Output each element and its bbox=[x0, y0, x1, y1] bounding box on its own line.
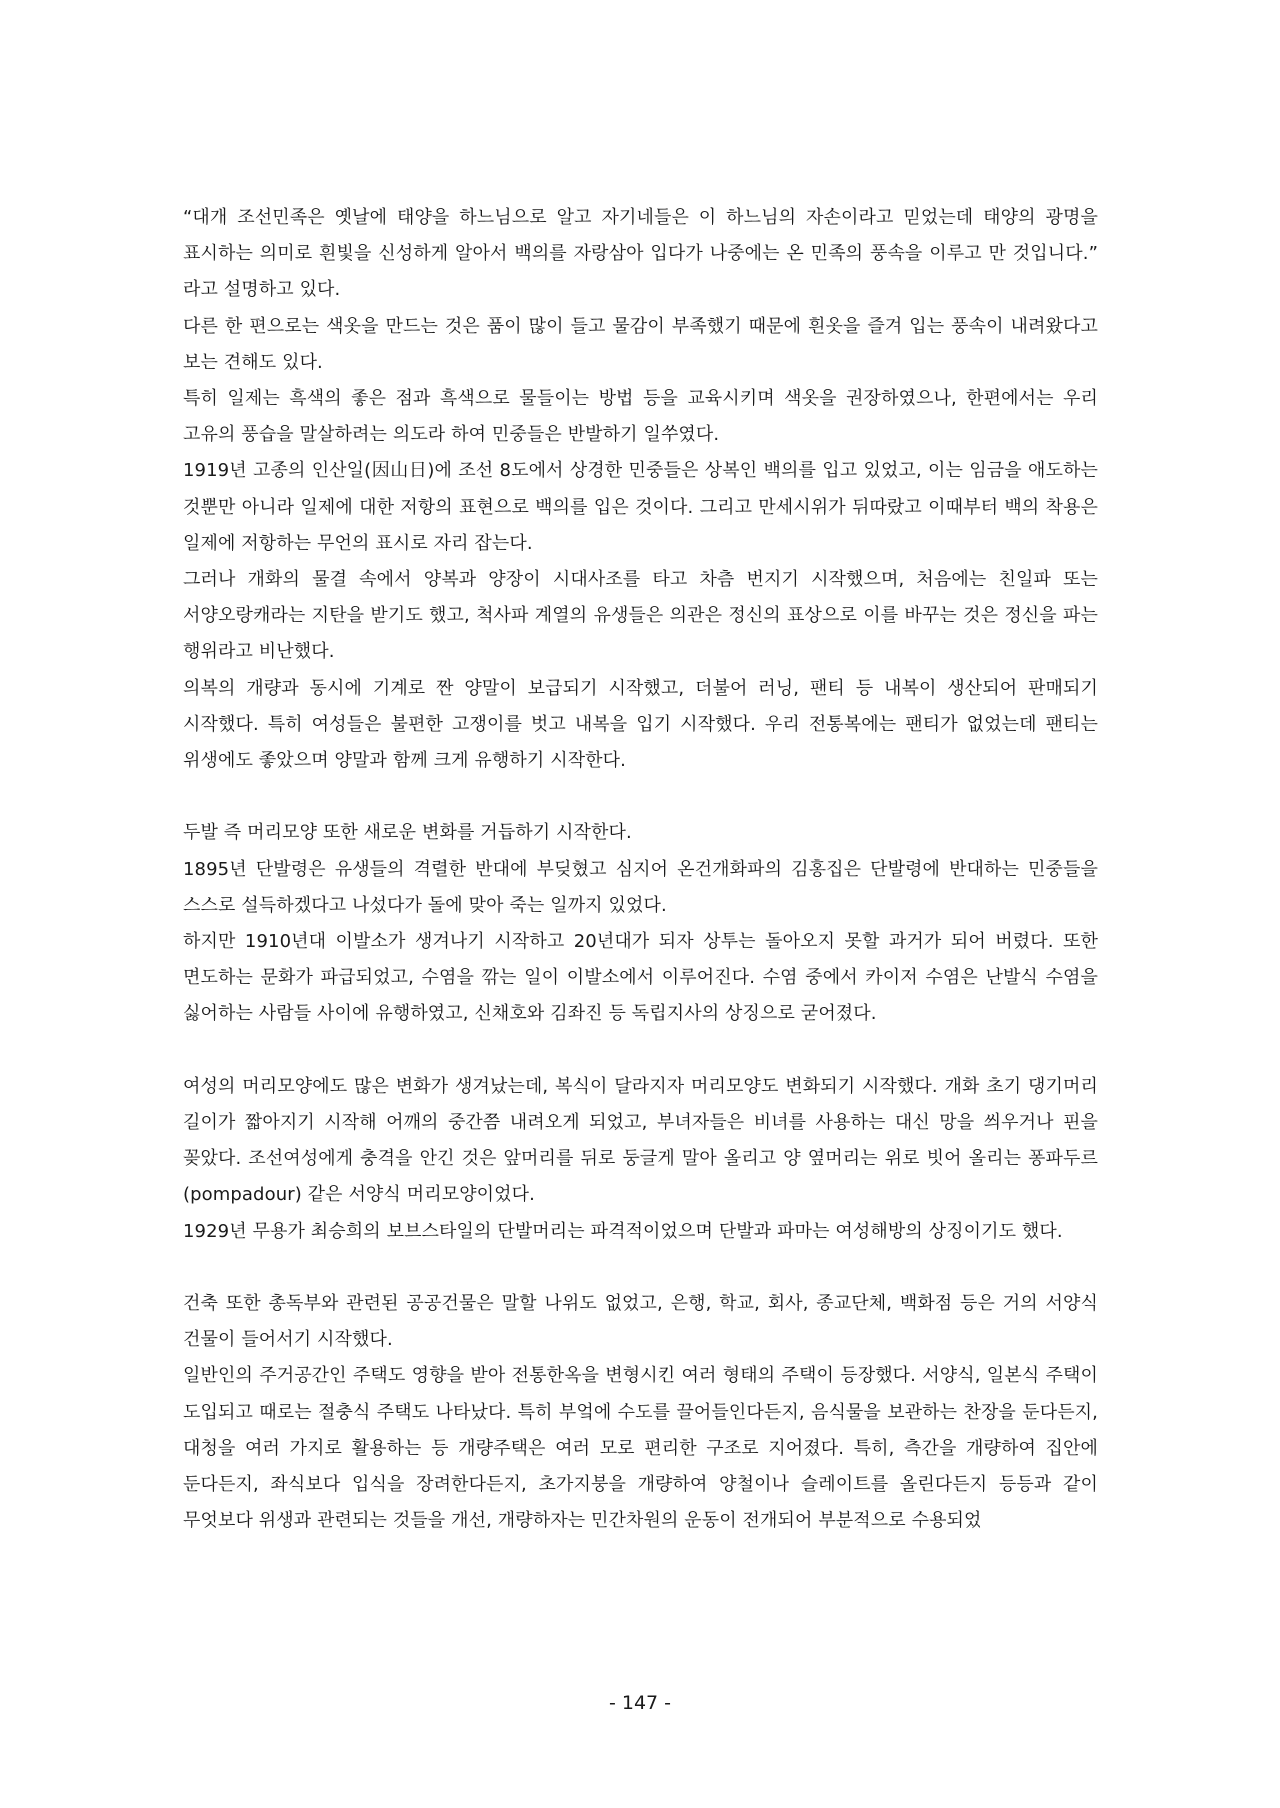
page-number: - 147 - bbox=[608, 1692, 672, 1714]
paragraph: 의복의 개량과 동시에 기계로 짠 양말이 보급되기 시작했고, 더불어 러닝, 팬티 등 내복이 생산되어 판매되기 시작했다. 특히 여성들은 불편한 고쟁이를 벗고 내복을 입기 시작했다. 우리 전통복에는 팬티가 없었는데 팬티는 위생에도 좋았으며 양말과 함께 크게 유행하기 시작한다. bbox=[183, 677, 1098, 772]
paragraph: 건축 또한 총독부와 관련된 공공건물은 말할 나위도 없었고, 은행, 학교, 회사, 종교단체, 백화점 등은 거의 서양식 건물이 들어서기 시작했다. bbox=[183, 1293, 1098, 1351]
paragraph-gap bbox=[183, 779, 1098, 815]
paragraph-gap bbox=[183, 1033, 1098, 1069]
paragraph: 다른 한 편으로는 색옷을 만드는 것은 품이 많이 들고 물감이 부족했기 때문에 흰옷을 즐겨 입는 풍속이 내려왔다고 보는 견해도 있다. bbox=[183, 315, 1098, 373]
paragraph: “대개 조선민족은 옛날에 태양을 하느님으로 알고 자기네들은 이 하느님의 자손이라고 믿었는데 태양의 광명을 표시하는 의미로 흰빛을 신성하게 알아서 백의를 자랑삼아 입다가 나중에는 온 민족의 풍속을 이루고 만 것입니다.” 라고 설명하고 있다. bbox=[183, 207, 1098, 301]
body-text bbox=[183, 200, 1098, 1539]
paragraph: 특히 일제는 흑색의 좋은 점과 흑색으로 물들이는 방법 등을 교육시키며 색옷을 권장하였으나, 한편에서는 우리 고유의 풍습을 말살하려는 의도라 하여 민중들은 반발하기 일쑤였다. bbox=[183, 388, 1098, 446]
paragraph: 여성의 머리모양에도 많은 변화가 생겨났는데, 복식이 달라지자 머리모양도 변화되기 시작했다. 개화 초기 댕기머리 길이가 짧아지기 시작해 어깨의 중간쯤 내려오게 되었고, 부녀자들은 비녀를 사용하는 대신 망을 씌우거나 핀을 꽂았다. 조선여성에게 충격을 안긴 것은 앞머리를 뒤로 둥글게 말아 올리고 양 옆머리는 위로 빗어 올리는 퐁파두르(pompadour) 같은 서양식 머리모양이었다. bbox=[183, 1075, 1098, 1206]
paragraph: 하지만 1910년대 이발소가 생겨나기 시작하고 20년대가 되자 상투는 돌아오지 못할 과거가 되어 버렸다. 또한 면도하는 문화가 파급되었고, 수염을 깎는 일이 이발소에서 이루어진다. 수염 중에서 카이저 수염은 난발식 수염을 싫어하는 사람들 사이에 유행하였고, 신채호와 김좌진 등 독립지사의 상징으로 굳어졌다. bbox=[183, 931, 1098, 1025]
paragraph: 1929년 무용가 최승희의 보브스타일의 단발머리는 파격적이었으며 단발과 파마는 여성해방의 상징이기도 했다. bbox=[183, 1220, 1063, 1242]
paragraph-gap bbox=[183, 1250, 1098, 1286]
paragraph: 일반인의 주거공간인 주택도 영향을 받아 전통한옥을 변형시킨 여러 형태의 주택이 등장했다. 서양식, 일본식 주택이 도입되고 때로는 절충식 주택도 나타났다. 특히 부엌에 수도를 끌어들인다든지, 음식물을 보관하는 찬장을 둔다든지, 대청을 여러 가지로 활용하는 등 개량주택은 여러 모로 편리한 구조로 지어졌다. 특히, 측간을 개량하여 집안에 둔다든지, 좌식보다 입식을 장려한다든지, 초가지붕을 개량하여 양철이나 슬레이트를 올린다든지 등등과 같이 무엇보다 위생과 관련되는 것들을 개선, 개량하자는 민간차원의 운동이 전개되어 부분적으로 수용되었 bbox=[183, 1365, 1098, 1532]
paragraph: 1919년 고종의 인산일(因山日)에 조선 8도에서 상경한 민중들은 상복인 백의를 입고 있었고, 이는 임금을 애도하는 것뿐만 아니라 일제에 대한 저항의 표현으로 백의를 입은 것이다. 그리고 만세시위가 뒤따랐고 이때부터 백의 착용은 일제에 저항하는 무언의 표시로 자리 잡는다. bbox=[183, 460, 1098, 554]
paragraph: 두발 즉 머리모양 또한 새로운 변화를 거듭하기 시작한다. bbox=[183, 822, 632, 844]
paragraph: 그러나 개화의 물결 속에서 양복과 양장이 시대사조를 타고 차츰 번지기 시작했으며, 처음에는 친일파 또는 서양오랑캐라는 지탄을 받기도 했고, 척사파 계열의 유생들은 의관은 정신의 표상으로 이를 바꾸는 것은 정신을 파는 행위라고 비난했다. bbox=[183, 569, 1098, 663]
paragraph: 1895년 단발령은 유생들의 격렬한 반대에 부딪혔고 심지어 온건개화파의 김홍집은 단발령에 반대하는 민중들을 스스로 설득하겠다고 나섰다가 돌에 맞아 죽는 일까지 있었다. bbox=[183, 858, 1098, 916]
